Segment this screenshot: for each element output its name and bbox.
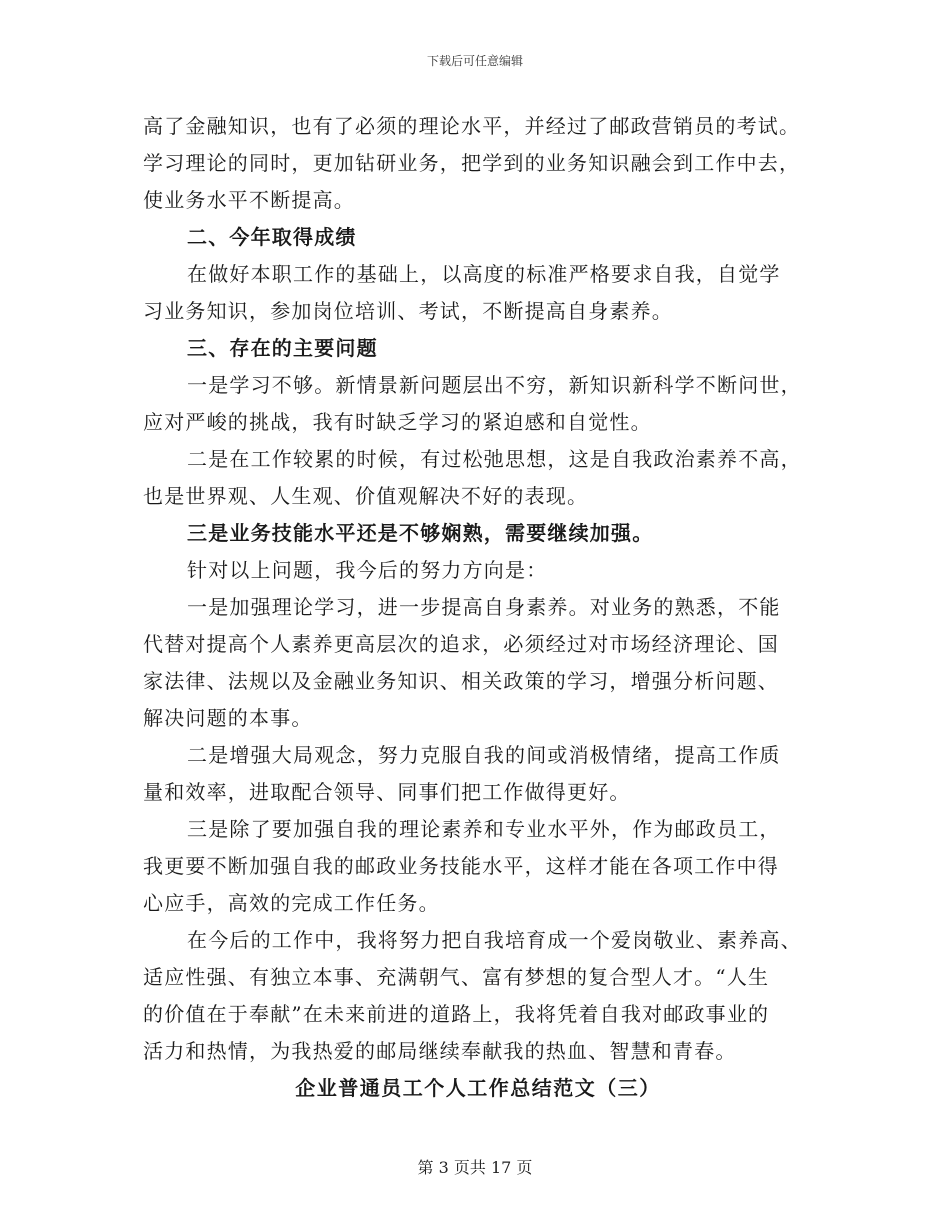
paragraph-line: 适应性强、有独立本事、充满朝气、富有梦想的复合型人才。“人生: [143, 965, 770, 989]
paragraph-line: 高了金融知识，也有了必须的理论水平，并经过了邮政营销员的考试。: [143, 114, 801, 138]
paragraph-line: 一是学习不够。新情景新问题层出不穷，新知识新科学不断问世，: [187, 373, 802, 397]
document-body: [143, 108, 813, 1107]
paragraph-line: 也是世界观、人生观、价值观解决不好的表现。: [143, 484, 589, 508]
paragraph-line: 二是增强大局观念，努力克服自我的间或消极情绪，提高工作质: [187, 743, 781, 767]
paragraph-line: 应对严峻的挑战，我有时缺乏学习的紧迫感和自觉性。: [143, 410, 652, 434]
paragraph-line: 心应手，高效的完成工作任务。: [143, 891, 440, 915]
bold-paragraph-line: 三是业务技能水平还是不够娴熟，需要继续加强。: [187, 521, 654, 545]
paragraph-line: 针对以上问题，我今后的努力方向是：: [187, 558, 548, 582]
paragraph-line: 解决问题的本事。: [143, 706, 313, 730]
paragraph-line: 量和效率，进取配合领导、同事们把工作做得更好。: [143, 780, 631, 804]
page-header-note: 下载后可任意编辑: [426, 54, 523, 68]
paragraph-line: 在做好本职工作的基础上，以高度的标准严格要求自我，自觉学: [187, 262, 781, 286]
paragraph-line: 活力和热情，为我热爱的邮局继续奉献我的热血、智慧和青春。: [143, 1039, 737, 1063]
paragraph-line: 三是除了要加强自我的理论素养和专业水平外，作为邮政员工，: [187, 817, 781, 841]
paragraph-line: 使业务水平不断提高。: [143, 188, 355, 212]
paragraph-line: 习业务知识，参加岗位培训、考试，不断提高自身素养。: [143, 299, 673, 323]
paragraph-line: 学习理论的同时，更加钻研业务，把学到的业务知识融会到工作中去，: [143, 151, 801, 175]
paragraph-line: 家法律、法规以及金融业务知识、相关政策的学习，增强分析问题、: [143, 669, 779, 693]
section-heading-problems: 三、存在的主要问题: [187, 336, 378, 360]
paragraph-line: 代替对提高个人素养更高层次的追求，必须经过对市场经济理论、国: [143, 632, 779, 656]
paragraph-line: 在今后的工作中，我将努力把自我培育成一个爱岗敬业、素养高、: [187, 928, 802, 952]
paragraph-line: 二是在工作较累的时候，有过松弛思想，这是自我政治素养不高，: [187, 447, 802, 471]
next-article-title: 企业普通员工个人工作总结范文（三）: [295, 1076, 661, 1100]
page-number-footer: 第 3 页共 17 页: [417, 1158, 533, 1177]
paragraph-line: 的价值在于奉献”在未来前进的道路上，我将凭着自我对邮政事业的: [143, 1002, 770, 1026]
paragraph-line: 我更要不断加强自我的邮政业务技能水平，这样才能在各项工作中得: [143, 854, 779, 878]
section-heading-achievements: 二、今年取得成绩: [187, 225, 357, 249]
paragraph-line: 一是加强理论学习，进一步提高自身素养。对业务的熟悉，不能: [187, 595, 781, 619]
